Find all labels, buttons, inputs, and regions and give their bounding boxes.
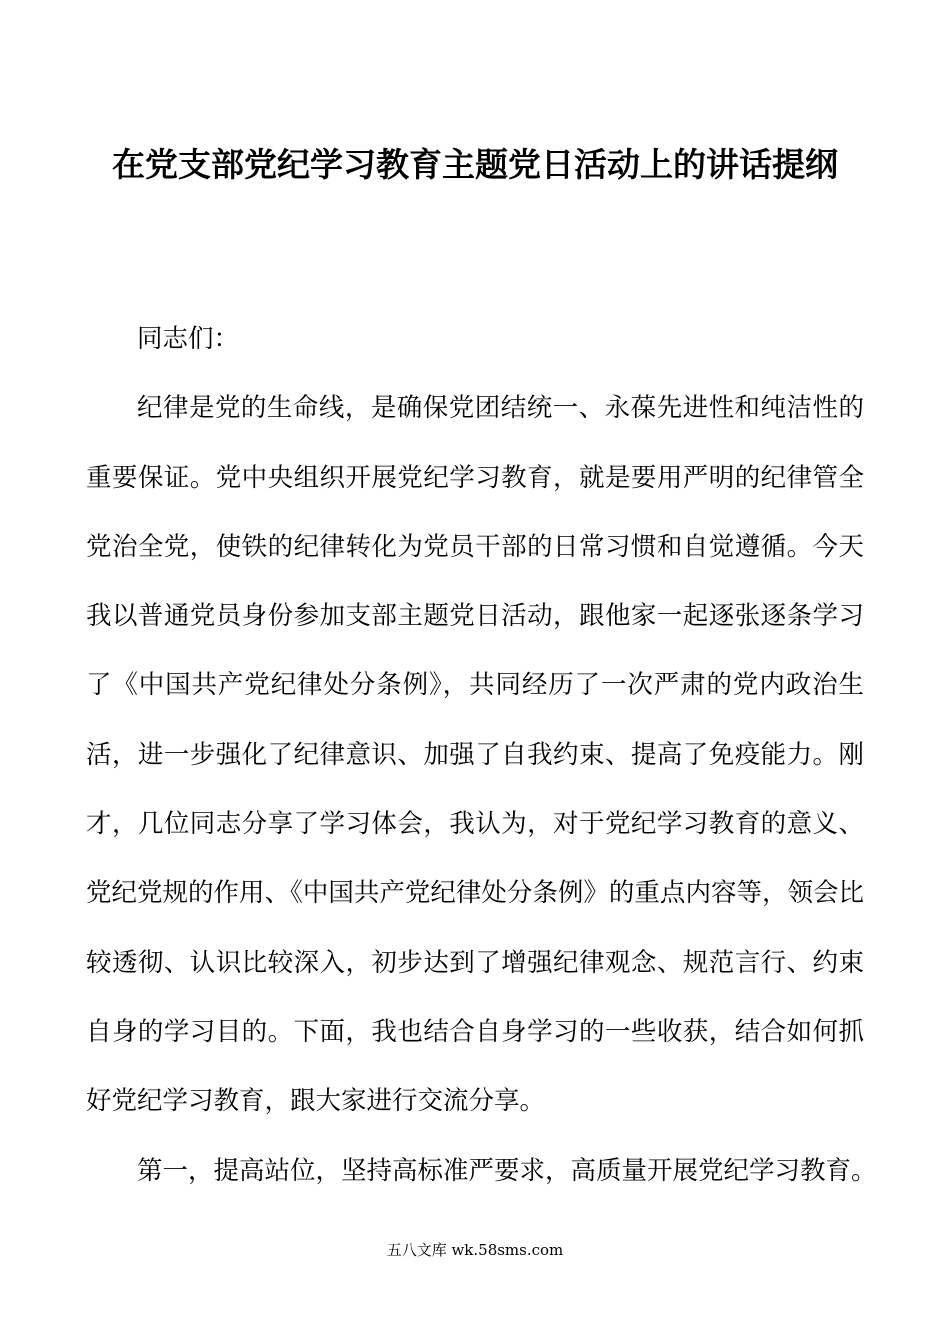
document-title: 在党支部党纪学习教育主题党日活动上的讲话提纲	[112, 145, 838, 184]
footer-watermark: 五八文库 wk.58sms.com	[386, 1241, 564, 1259]
body-paragraph-2: 第一，提高站位，坚持高标准严要求，高质量开展党纪学习教育。	[137, 1155, 877, 1186]
document-body	[86, 305, 877, 1206]
salutation: 同志们：	[137, 324, 240, 354]
body-paragraph-1: 纪律是党的生命线，是确保党团结统一、永葆先进性和纯洁性的重要保证。党中央组织开展党纪学习教育，就是要用严明的纪律管全党治全党，使铁的纪律转化为党员干部的日常习惯和自觉遵循。今天我以普通党员身份参加支部主题党日活动，跟他家一起逐张逐条学习了《中国共产党纪律处分条例》，共同经历了一次严肃的党内政治生活，进一步强化了纪律意识、加强了自我约束、提高了免疫能力。刚才，几位同志分享了学习体会，我认为，对于党纪学习教育的意义、党纪党规的作用、《中国共产党纪律处分条例》的重点内容等，领会比较透彻、认识比较深入，初步达到了增强纪律观念、规范言行、约束自身的学习目的。下面，我也结合自身学习的一些收获，结合如何抓好党纪学习教育，跟大家进行交流分享。	[86, 393, 864, 1117]
